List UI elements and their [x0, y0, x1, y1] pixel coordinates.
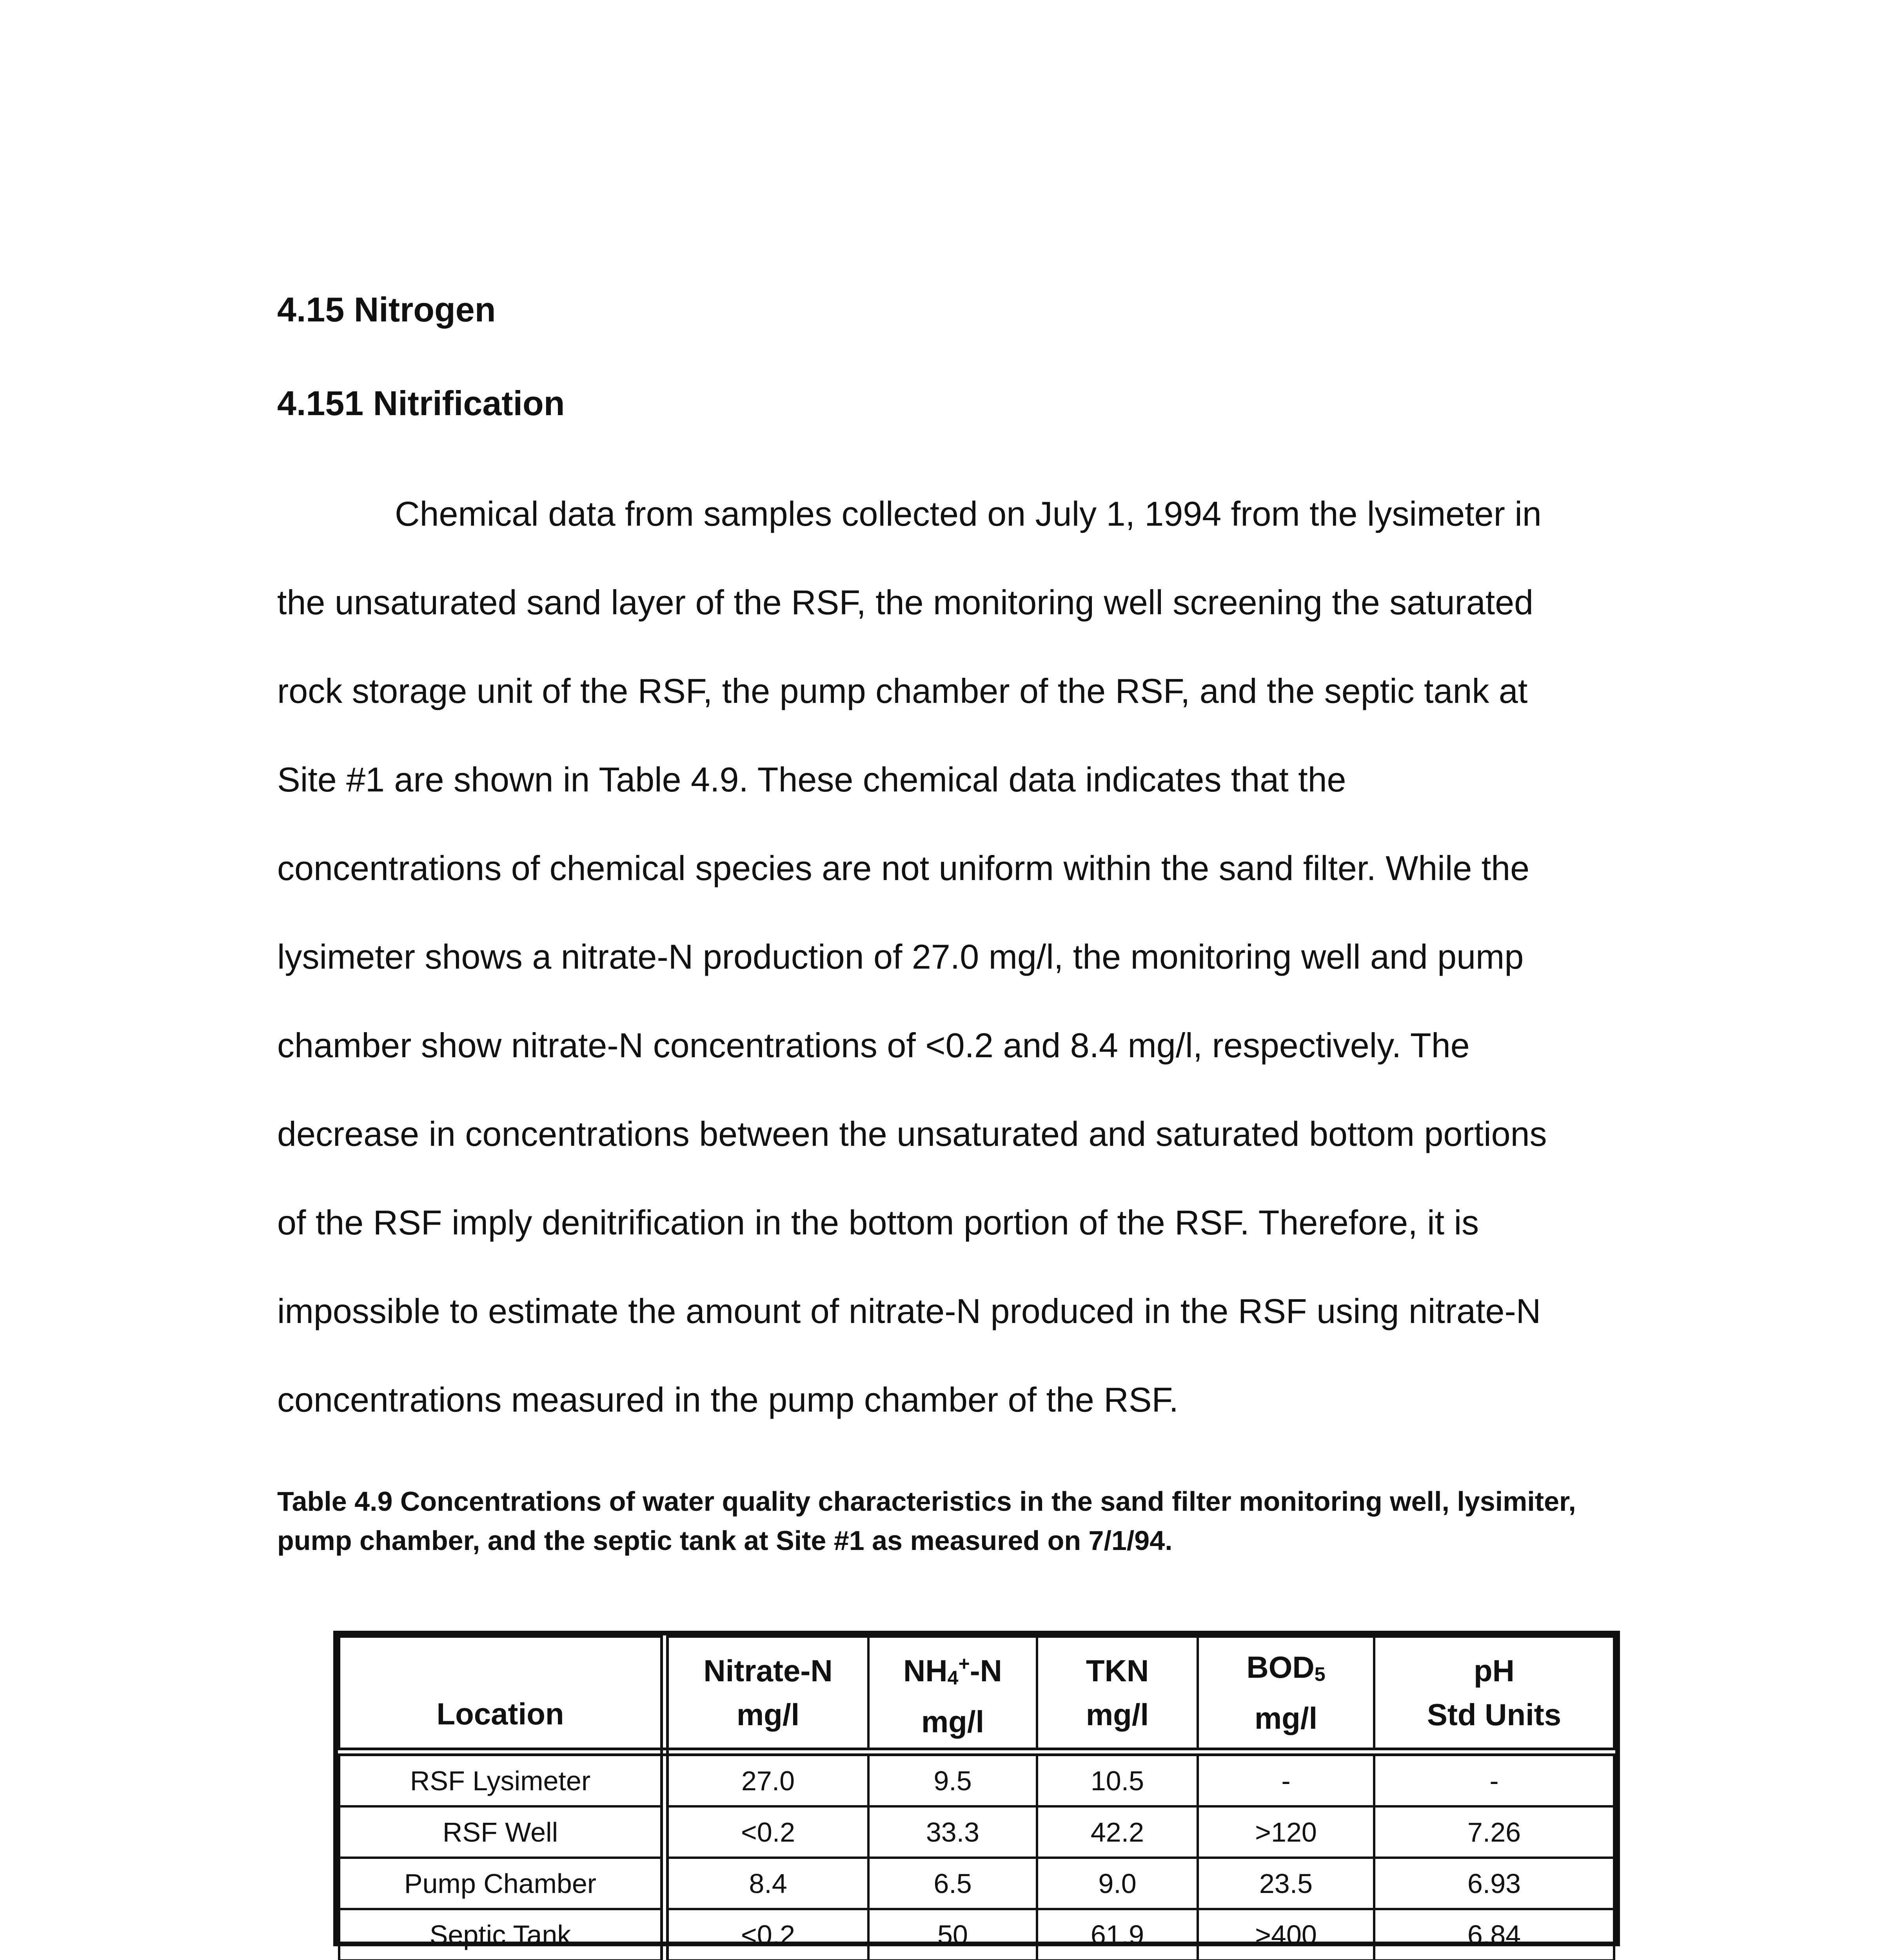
header-line: BOD: [1246, 1650, 1315, 1684]
cell-ph: -: [1374, 1752, 1614, 1806]
header-bod5: [1198, 1637, 1374, 1752]
header-line: Nitrate-N: [703, 1653, 833, 1688]
paragraph-line: impossible to estimate the amount of nitrate-N produced in the RSF using nitrate-N: [277, 1292, 1541, 1330]
cell-bod5: 23.5: [1198, 1858, 1374, 1909]
header-ph: [1374, 1637, 1614, 1752]
subscript: 4: [947, 1667, 959, 1689]
header-unit: Std Units: [1427, 1697, 1562, 1732]
header-line: NH: [903, 1653, 948, 1688]
paragraph-line: concentrations measured in the pump chamber of the RSF.: [277, 1380, 1179, 1419]
paragraph-line: rock storage unit of the RSF, the pump chamber of the RSF, and the septic tank at: [277, 671, 1528, 710]
header-line: pH: [1474, 1653, 1515, 1688]
header-nitrate-n: [665, 1637, 868, 1752]
superscript: +: [958, 1653, 970, 1675]
cell-tkn: 61.9: [1037, 1909, 1198, 1960]
cell-nh4: 50: [868, 1909, 1037, 1960]
water-quality-table: [333, 1631, 1620, 1950]
cell-bod5: -: [1198, 1752, 1374, 1806]
cell-tkn: 10.5: [1037, 1752, 1198, 1806]
paragraph-line: Chemical data from samples collected on July 1, 1994 from the lysimeter in: [395, 494, 1542, 533]
table-row: [339, 1806, 1614, 1858]
cell-bod5: >400: [1198, 1909, 1374, 1960]
cell-location: RSF Well: [339, 1806, 665, 1858]
paragraph-line: concentrations of chemical species are not uniform within the sand filter. While the: [277, 849, 1530, 887]
table-row: [339, 1752, 1614, 1806]
header-nh4-n: [868, 1637, 1037, 1752]
cell-nitrate: <0.2: [665, 1806, 868, 1858]
cell-nitrate: 27.0: [665, 1752, 868, 1806]
header-unit: mg/l: [921, 1704, 984, 1739]
paragraph-line: decrease in concentrations between the unsaturated and saturated bottom portions: [277, 1114, 1547, 1153]
table-header-row: [339, 1637, 1614, 1752]
header-location: Location: [339, 1637, 665, 1752]
cell-location: RSF Lysimeter: [339, 1752, 665, 1806]
cell-ph: 6.93: [1374, 1858, 1614, 1909]
paragraph-line: the unsaturated sand layer of the RSF, the monitoring well screening the saturated: [277, 583, 1534, 622]
cell-location: Septic Tank: [339, 1909, 665, 1960]
paragraph-line: of the RSF imply denitrification in the bottom portion of the RSF. Therefore, it is: [277, 1203, 1479, 1242]
table: [338, 1635, 1615, 1960]
cell-nh4: 6.5: [868, 1858, 1037, 1909]
cell-tkn: 42.2: [1037, 1806, 1198, 1858]
body-paragraph-nitrification: [277, 470, 1673, 1444]
subscript: 5: [1314, 1663, 1326, 1685]
cell-nh4: 33.3: [868, 1806, 1037, 1858]
header-tkn: [1037, 1637, 1198, 1752]
cell-nitrate: 8.4: [665, 1858, 868, 1909]
header-unit: mg/l: [1086, 1697, 1149, 1732]
section-heading: 4.15 Nitrogen: [277, 290, 496, 329]
cell-ph: 7.26: [1374, 1806, 1614, 1858]
table-row: [339, 1858, 1614, 1909]
paragraph-line: chamber show nitrate-N concentrations of <0.2 and 8.4 mg/l, respectively. The: [277, 1026, 1470, 1065]
paragraph-line: Site #1 are shown in Table 4.9. These chemical data indicates that the: [277, 760, 1346, 799]
cell-ph: 6.84: [1374, 1909, 1614, 1960]
header-unit: mg/l: [736, 1697, 800, 1732]
subsection-heading: 4.151 Nitrification: [277, 384, 565, 423]
cell-nh4: 9.5: [868, 1752, 1037, 1806]
header-unit: mg/l: [1254, 1701, 1318, 1735]
table-row: [339, 1909, 1614, 1960]
cell-nitrate: <0.2: [665, 1909, 868, 1960]
table-caption: Table 4.9 Concentrations of water quality characteristics in the sand filter monitoring well, lysimiter, pump chamber, and the septic tank at Site #1 as measured on 7/1/94.: [277, 1486, 1576, 1556]
header-line: -N: [970, 1653, 1002, 1688]
paragraph-line: lysimeter shows a nitrate-N production of 27.0 mg/l, the monitoring well and pump: [277, 937, 1524, 976]
cell-location: Pump Chamber: [339, 1858, 665, 1909]
cell-tkn: 9.0: [1037, 1858, 1198, 1909]
header-line: TKN: [1086, 1653, 1149, 1688]
cell-bod5: >120: [1198, 1806, 1374, 1858]
